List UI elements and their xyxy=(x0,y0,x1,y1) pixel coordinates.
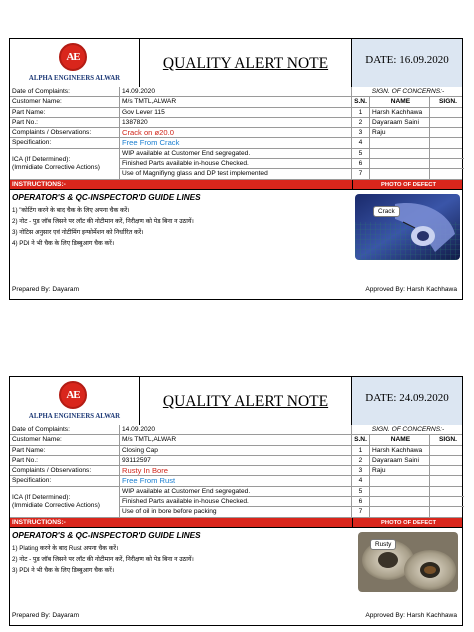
label-part-name: Part Name: xyxy=(10,446,120,455)
value-customer-name: M/s TMTL,ALWAR xyxy=(120,435,352,444)
prepared-by: Prepared By: Dayaram xyxy=(12,612,80,619)
label-date-of-complaints: Date of Complaints: xyxy=(10,425,120,434)
note-title: QUALITY ALERT NOTE xyxy=(162,393,329,410)
logo-text: AE xyxy=(66,389,80,401)
concern-name: Dayaraam Saini xyxy=(370,456,430,465)
concern-sign xyxy=(430,487,464,497)
concern-sign xyxy=(430,169,464,179)
ica-line: WIP available at Customer End segregated. xyxy=(120,149,352,159)
col-header-name: NAME xyxy=(370,97,430,106)
concern-name: Raju xyxy=(370,466,430,475)
ica-block xyxy=(10,149,462,180)
concern-name xyxy=(370,159,430,169)
note-header xyxy=(10,39,462,87)
row-part-name xyxy=(10,108,462,118)
col-header-sn: S.N. xyxy=(352,97,370,106)
guide-title: OPERATOR'S & QC-INSPECTOR'D GUIDE LINES xyxy=(12,192,201,202)
ica-line: WIP available at Customer End segregated. xyxy=(120,487,352,497)
row-part-no xyxy=(10,456,462,466)
concern-sign xyxy=(430,476,464,485)
row-specification xyxy=(10,476,462,486)
guide-step: 3) नोटिस अनुसार एवं नोटीमिंग इन्फोर्मेशन को निर्धारित करें। xyxy=(12,228,144,236)
row-part-name xyxy=(10,446,462,456)
company-name: ALPHA ENGINEERS ALWAR xyxy=(28,75,121,82)
title-cell xyxy=(140,39,352,87)
concern-name: Harsh Kachhawa xyxy=(370,446,430,455)
guide-step: 3) PDI ने भी चैक के लिए डिब्बुआग चैक करें। xyxy=(12,566,115,574)
approved-by: Approved By: Harsh Kachhawa xyxy=(365,612,457,619)
label-complaints: Complaints / Observations: xyxy=(10,128,120,137)
company-name: ALPHA ENGINEERS ALWAR xyxy=(28,413,121,420)
concern-name xyxy=(370,476,430,485)
concern-sn: 7 xyxy=(352,507,370,517)
row-date-of-complaints xyxy=(10,425,462,435)
date-cell xyxy=(352,39,462,87)
note-date: DATE: 16.09.2020 xyxy=(365,54,449,66)
concern-name xyxy=(370,138,430,147)
concern-sn: 3 xyxy=(352,128,370,137)
instructions-label: INSTRUCTIONS:- xyxy=(12,518,66,526)
guide-step: 1) "कोटिंग करने के बाद चैक के लिए अपना चैक करें। xyxy=(12,206,130,214)
ica-line: Use of Magnifiyng glass and DP test implemented xyxy=(120,169,352,179)
value-complaints: Crack on ø20.0 xyxy=(120,128,352,137)
value-part-no: 1387820 xyxy=(120,118,352,127)
ica-line: Finished Parts available in-house Checked. xyxy=(120,497,352,507)
row-date-of-complaints xyxy=(10,87,462,97)
photo-caption: Crack xyxy=(373,206,400,217)
concern-sn: 4 xyxy=(352,476,370,485)
value-customer-name: M/s TMTL,ALWAR xyxy=(120,97,352,106)
concern-sign xyxy=(430,159,464,169)
ica-block xyxy=(10,487,462,518)
row-complaints xyxy=(10,466,462,476)
col-header-sign: SIGN. xyxy=(439,98,457,106)
label-ica: ICA (If Determined): (Immidiate Corrective Actions) xyxy=(10,149,120,180)
concern-sn: 1 xyxy=(352,446,370,455)
concern-sign xyxy=(430,108,464,117)
concern-name: Dayaraam Saini xyxy=(370,118,430,127)
logo-text: AE xyxy=(66,51,80,63)
ica-line: Use of oil in bore before packing xyxy=(120,507,352,517)
guide-title: OPERATOR'S & QC-INSPECTOR'D GUIDE LINES xyxy=(12,530,201,540)
concern-sign xyxy=(430,497,464,507)
concern-sn: 7 xyxy=(352,169,370,179)
label-customer-name: Customer Name: xyxy=(10,97,120,106)
concern-name: Harsh Kachhawa xyxy=(370,108,430,117)
quality-alert-note-1 xyxy=(9,38,463,300)
date-cell xyxy=(352,377,462,425)
concern-name xyxy=(370,149,430,159)
note-footer xyxy=(10,607,462,625)
company-logo-icon xyxy=(59,381,87,409)
note-header xyxy=(10,377,462,425)
concern-sn: 5 xyxy=(352,149,370,159)
note-date: DATE: 24.09.2020 xyxy=(365,392,449,404)
approved-by: Approved By: Harsh Kachhawa xyxy=(365,286,457,293)
instructions-bar xyxy=(10,518,462,528)
label-specification: Specification: xyxy=(10,476,120,485)
photo-of-defect-label: PHOTO OF DEFECT xyxy=(352,518,464,528)
defect-photo-rusty xyxy=(358,532,458,592)
concern-sign xyxy=(430,466,464,475)
value-specification: Free From Crack xyxy=(120,138,352,147)
logo-cell xyxy=(10,39,140,87)
instructions-bar xyxy=(10,180,462,190)
value-specification: Free From Rust xyxy=(120,476,352,485)
label-part-no: Part No.: xyxy=(10,118,120,127)
note-title: QUALITY ALERT NOTE xyxy=(162,55,329,72)
guide-step: 2) नोट - पुड जॉब जिसने पर लॉट की नोटीमान करें, निरीक्षण को पेड बिना न उठायें। xyxy=(12,217,194,225)
company-logo-icon xyxy=(59,43,87,71)
concern-sn: 1 xyxy=(352,108,370,117)
concern-sn: 2 xyxy=(352,456,370,465)
concern-sn: 6 xyxy=(352,159,370,169)
concern-sn: 5 xyxy=(352,487,370,497)
concern-sign xyxy=(430,149,464,159)
crack-photo-image xyxy=(355,194,460,260)
value-part-name: Closing Cap xyxy=(120,446,352,455)
col-header-name: NAME xyxy=(370,435,430,444)
ica-line: Finished Parts available in-house Checked. xyxy=(120,159,352,169)
label-ica: ICA (If Determined): (Immidiate Corrective Actions) xyxy=(10,487,120,518)
concern-sign xyxy=(430,128,464,137)
sign-of-concerns-header: SIGN. OF CONCERNS:- xyxy=(371,426,445,433)
concern-name xyxy=(370,507,430,517)
row-customer-name xyxy=(10,97,462,107)
row-customer-name xyxy=(10,435,462,445)
guide-step: 1) Plating करने के बाद Rust अपना चैक करें। xyxy=(12,544,119,552)
concern-sign xyxy=(430,446,464,455)
concern-sn: 2 xyxy=(352,118,370,127)
value-date-of-complaints: 14.09.2020 xyxy=(120,425,352,434)
photo-of-defect-label: PHOTO OF DEFECT xyxy=(352,180,464,190)
concern-name xyxy=(370,487,430,497)
guide-step: 4) PDI ने भी चैक के लिए डिब्बुआग चैक करें। xyxy=(12,239,115,247)
label-part-name: Part Name: xyxy=(10,108,120,117)
concern-name xyxy=(370,497,430,507)
label-customer-name: Customer Name: xyxy=(10,435,120,444)
label-date-of-complaints: Date of Complaints: xyxy=(10,87,120,96)
quality-alert-note-2 xyxy=(9,376,463,626)
instructions-label: INSTRUCTIONS:- xyxy=(12,180,66,188)
note-footer xyxy=(10,281,462,299)
title-cell xyxy=(140,377,352,425)
logo-cell xyxy=(10,377,140,425)
guide-step: 2) नोट - पुड जॉब जिसने पर लॉट की नोटीमान करें, निरीक्षण को पेड बिना न उठायें। xyxy=(12,555,194,563)
row-complaints xyxy=(10,128,462,138)
row-specification xyxy=(10,138,462,148)
label-part-no: Part No.: xyxy=(10,456,120,465)
photo-caption: Rusty xyxy=(370,539,396,550)
label-specification: Specification: xyxy=(10,138,120,147)
concern-sign xyxy=(430,456,464,465)
concern-sn: 3 xyxy=(352,466,370,475)
col-header-sn: S.N. xyxy=(352,435,370,444)
guide-steps xyxy=(12,205,342,249)
defect-photo-crack xyxy=(355,194,460,260)
label-complaints: Complaints / Observations: xyxy=(10,466,120,475)
row-part-no xyxy=(10,118,462,128)
sign-of-concerns-header: SIGN. OF CONCERNS:- xyxy=(371,88,445,95)
concern-name: Raju xyxy=(370,128,430,137)
value-part-name: Gov Lever 115 xyxy=(120,108,352,117)
concern-name xyxy=(370,169,430,179)
guide-steps xyxy=(12,543,342,576)
value-date-of-complaints: 14.09.2020 xyxy=(120,87,352,96)
prepared-by: Prepared By: Dayaram xyxy=(12,286,80,293)
concern-sign xyxy=(430,118,464,127)
concern-sign xyxy=(430,507,464,517)
col-header-sign: SIGN. xyxy=(439,436,457,444)
concern-sign xyxy=(430,138,464,147)
value-part-no: 93112597 xyxy=(120,456,352,465)
value-complaints: Rusty In Bore xyxy=(120,466,352,475)
concern-sn: 4 xyxy=(352,138,370,147)
concern-sn: 6 xyxy=(352,497,370,507)
